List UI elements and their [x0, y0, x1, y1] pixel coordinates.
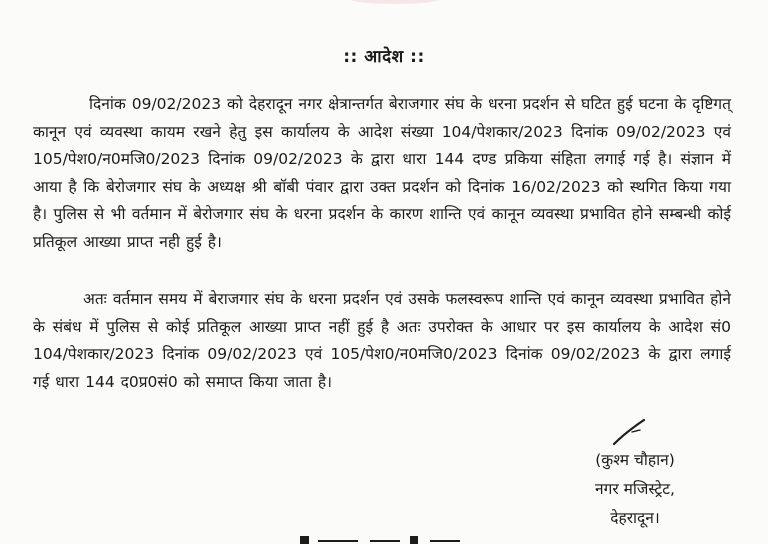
signature-mark-icon: [610, 418, 650, 446]
signatory-place: देहरादून।: [610, 509, 660, 527]
signatory-designation: नगर मजिस्ट्रेट,: [595, 480, 675, 498]
signatory-name: (कुश्म चौहान): [595, 451, 675, 469]
order-paragraph-1: दिनांक 09/02/2023 को देहरादून नगर क्षेत्रान्तर्गत बेराजगार संघ के धरना प्रदर्शन से घटित हुई घटना के दृष्टिगत् कानून एवं व्यवस्था कायम रखने हेतु इस कार्यालय के आदेश संख्या 104/पेशकार/2023 दिनांक 09/02/2023 एवं 105/पेश0/न0मजि0/2023 दिनांक 09/02/2023 के द्वारा धारा 144 दण्ड प्रकिया संहिता लगाई गई है। संज्ञान में आया है कि बेरोजगार संघ के अध्यक्ष श्री बॉबी पंवार द्वारा उक्त प्रदर्शन को दिनांक 16/02/2023 को स्थगित किया गया है। पुलिस से भी वर्तमान में बेरोजगार संघ के धरना प्रदर्शन के कारण शान्ति एवं कानून व्यवस्था प्रभावित होने सम्बन्धी कोई प्रतिकूल आख्या प्राप्त नही हुई है।: [33, 95, 731, 251]
order-paragraph-2: अतः वर्तमान समय में बेराजगार संघ के धरना प्रदर्शन एवं उसके फलस्वरूप शान्ति एवं कानून व्यवस्था प्रभावित होने के संबंध में पुलिस से कोई प्रतिकूल आख्या प्राप्त नहीं हुई है अतः उपरोक्त के आधार पर इस कार्यालय के आदेश सं0 104/पेशकार/2023 दिनांक 09/02/2023 एवं 105/पेश0/न0मजि0/2023 दिनांक 09/02/2023 के द्वारा लगाई गई धारा 144 द0प्र0सं0 को समाप्त किया जाता है।: [33, 290, 731, 391]
order-title: :: आदेश ::: [343, 47, 425, 67]
signature-block: [560, 446, 710, 533]
top-smudge: [350, 0, 440, 4]
cut-off-text-fragment: [300, 530, 470, 544]
